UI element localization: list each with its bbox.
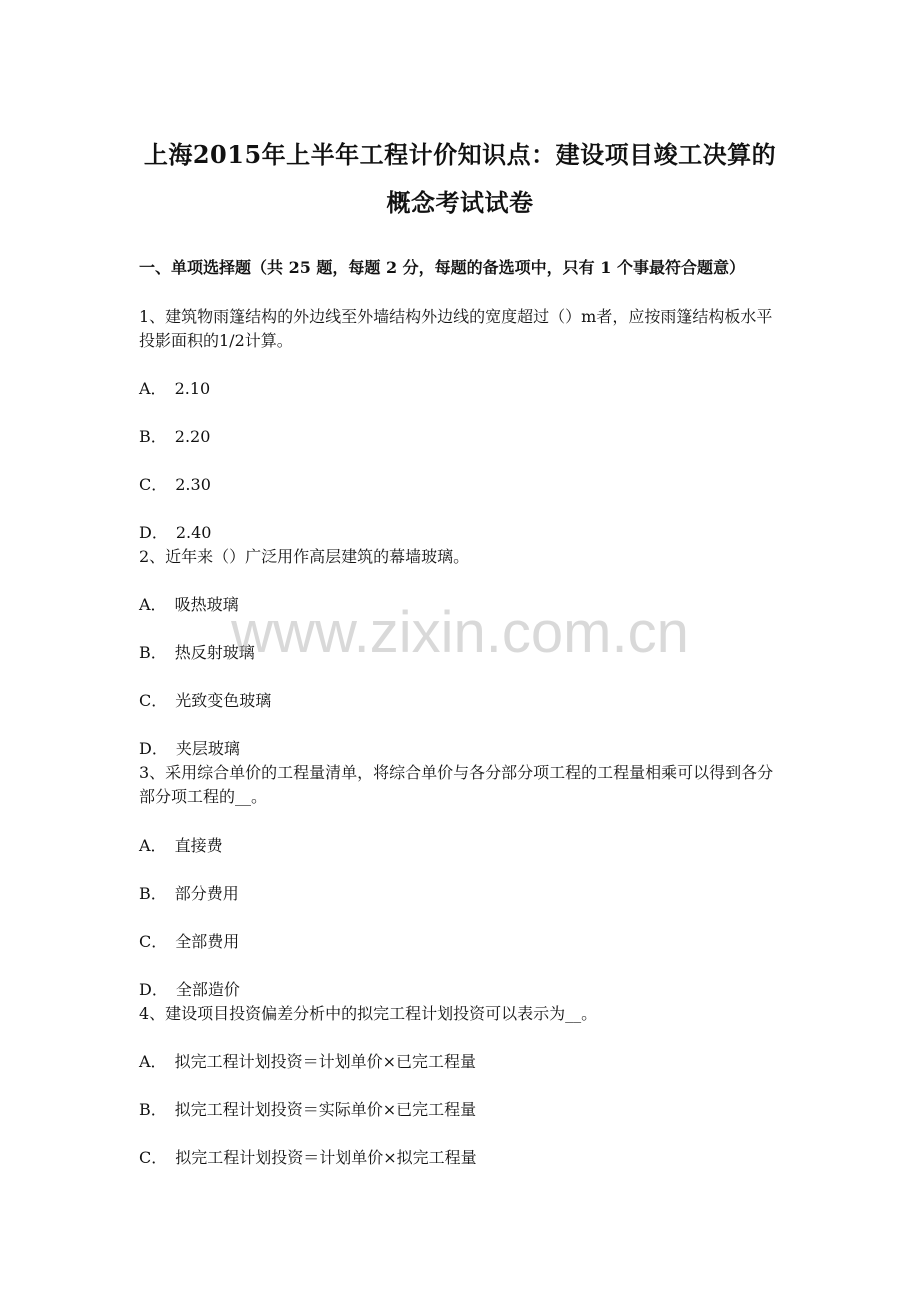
section-heading: 一、单项选择题（共 25 题，每题 2 分，每题的备选项中，只有 1 个事最符合题意） [139,258,745,277]
document-title-line-1: 上海2015年上半年工程计价知识点：建设项目竣工决算的 [143,140,777,169]
option-text: 吸热玻璃 [174,595,239,614]
option-letter: B． [139,884,167,903]
option-text: 直接费 [174,836,223,855]
option-letter: C． [139,1148,168,1167]
option-text: 夹层玻璃 [175,739,240,758]
option-letter: A． [139,379,167,398]
option-letter: A． [139,1052,167,1071]
question-1-option-a [139,377,210,401]
option-text: 拟完工程计划投资＝计划单价×拟完工程量 [175,1148,477,1167]
option-text: 全部费用 [175,932,240,951]
option-letter: D． [139,980,168,999]
question-4-option-c [139,1146,477,1170]
question-2-option-c [139,689,271,713]
question-2-option-a [139,593,239,617]
watermark: www.zixin.com.cn [231,600,689,665]
option-text: 热反射玻璃 [174,643,255,662]
option-text: 2.30 [175,475,211,494]
option-letter: D． [139,523,168,542]
question-2-stem: 2、近年来（）广泛用作高层建筑的幕墙玻璃。 [139,547,470,566]
option-text: 光致变色玻璃 [175,691,272,710]
option-letter: D． [139,739,168,758]
option-letter: C． [139,932,168,951]
option-text: 拟完工程计划投资＝计划单价×已完工程量 [174,1052,476,1071]
document-title-line-2: 概念考试试卷 [386,188,534,217]
option-letter: B． [139,643,167,662]
question-4-option-b [139,1098,476,1122]
option-text: 拟完工程计划投资＝实际单价×已完工程量 [174,1100,477,1119]
question-4-option-a [139,1050,476,1074]
option-letter: B． [139,427,167,446]
question-3-option-b [139,882,239,906]
option-text: 部分费用 [174,884,239,903]
option-letter: C． [139,691,168,710]
question-1-option-c [139,473,211,497]
option-text: 2.10 [174,379,211,398]
question-4-stem: 4、建设项目投资偏差分析中的拟完工程计划投资可以表示为__。 [139,1004,598,1023]
question-2-option-d [139,737,240,761]
option-letter: A． [139,836,167,855]
question-1-stem: 1、建筑物雨篷结构的外边线至外墙结构外边线的宽度超过（）m者，应按雨篷结构板水平投影面积的1/2计算。 [139,307,773,350]
option-text: 全部造价 [175,980,240,999]
question-3-option-a [139,834,223,858]
option-letter: A． [139,595,167,614]
option-letter: C． [139,475,168,494]
question-3-option-c [139,930,239,954]
option-letter: B． [139,1100,167,1119]
question-3-stem: 3、采用综合单价的工程量清单，将综合单价与各分部分项工程的工程量相乘可以得到各分部分项工程的__。 [139,763,774,806]
question-1-option-b [139,425,210,449]
question-3-option-d [139,978,240,1002]
question-1-option-d [139,521,211,545]
option-text: 2.40 [175,523,212,542]
option-text: 2.20 [174,427,211,446]
question-2-option-b [139,641,255,665]
